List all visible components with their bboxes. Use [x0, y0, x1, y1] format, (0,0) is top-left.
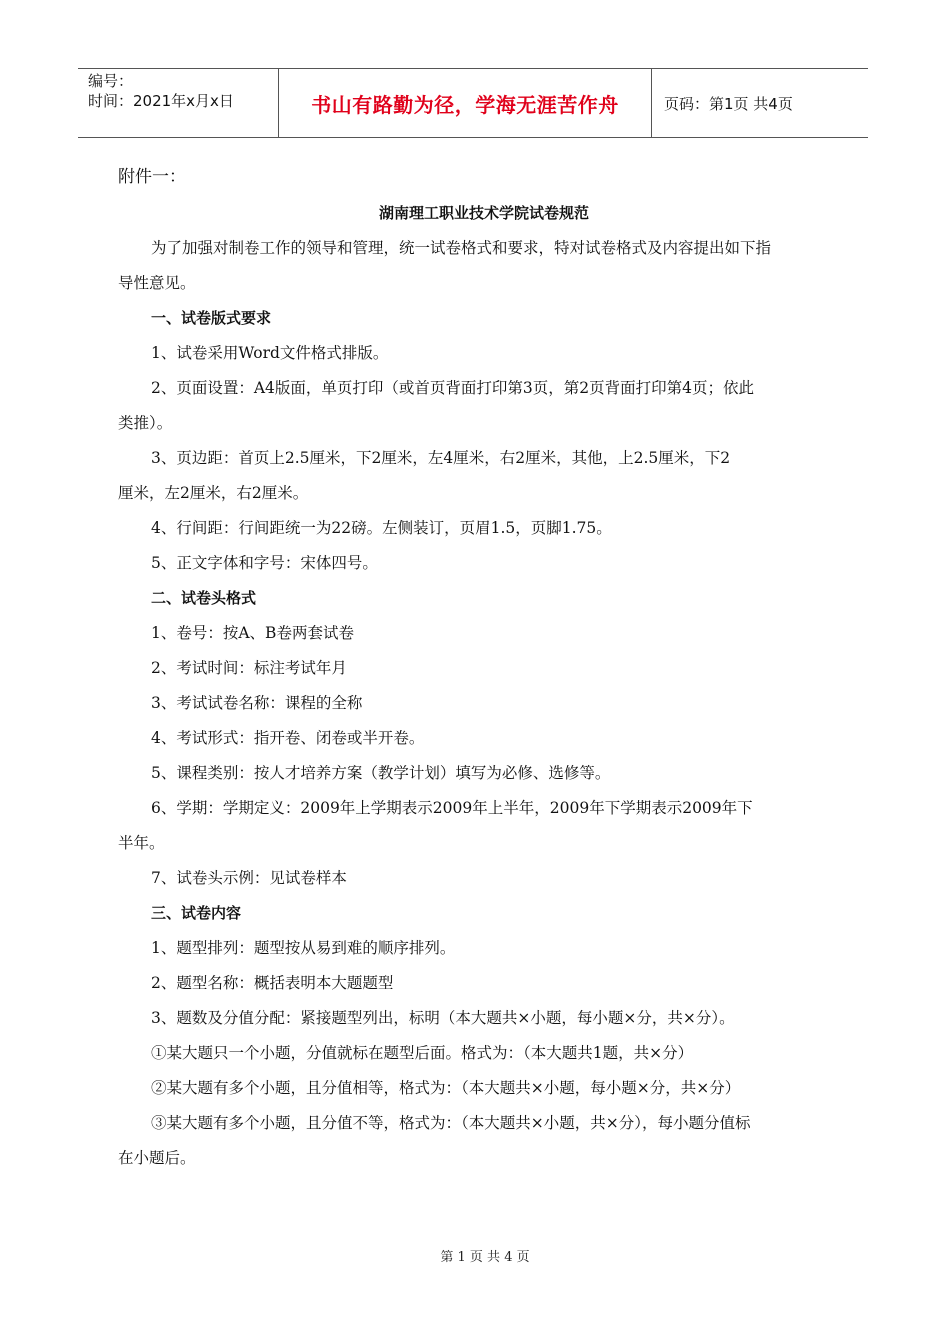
- paragraph-line: 7、试卷头示例：见试卷样本: [151, 869, 347, 887]
- paragraph-line: 导性意见。: [118, 274, 196, 292]
- paragraph-line: 3、页边距：首页上2.5厘米，下2厘米，左4厘米，右2厘米，其他，上2.5厘米，下2: [151, 449, 731, 467]
- paragraph-line: 3、题数及分值分配：紧接题型列出，标明（本大题共×小题，每小题×分，共×分）。: [151, 1009, 735, 1027]
- serial-label: 编号：: [88, 72, 134, 90]
- attachment-label: 附件一：: [118, 167, 186, 187]
- paragraph-line: 1、卷号：按A、B卷两套试卷: [151, 624, 354, 642]
- page-footer: 第 1 页 共 4 页: [440, 1250, 530, 1265]
- paragraph-line: 半年。: [118, 834, 165, 852]
- paragraph-line: 2、考试时间：标注考试年月: [151, 659, 347, 677]
- paragraph-line: 4、考试形式：指开卷、闭卷或半开卷。: [151, 729, 425, 747]
- section-heading: 三、试卷内容: [151, 904, 242, 922]
- paragraph-line: 2、页面设置：A4版面，单页打印（或首页背面打印第3页，第2页背面打印第4页；依此: [151, 379, 755, 397]
- section-heading: 一、试卷版式要求: [151, 309, 272, 327]
- section-heading: 二、试卷头格式: [151, 589, 257, 607]
- page-header: [78, 68, 868, 138]
- paragraph-line: ②某大题有多个小题，且分值相等，格式为：（本大题共×小题，每小题×分，共×分）: [151, 1079, 741, 1097]
- paragraph-line: ③某大题有多个小题，且分值不等，格式为：（本大题共×小题，共×分），每小题分值标: [151, 1114, 751, 1132]
- header-motto: 书山有路勤为径，学海无涯苦作舟: [279, 69, 652, 137]
- header-meta: [78, 69, 279, 137]
- document-body: [118, 158, 830, 1176]
- paragraph-line: 1、试卷采用Word文件格式排版。: [151, 344, 389, 362]
- paragraph-line: 在小题后。: [118, 1149, 196, 1167]
- date-label: 时间：2021年x月x日: [88, 92, 234, 110]
- paragraph-line: 4、行间距：行间距统一为22磅。左侧装订，页眉1.5，页脚1.75。: [151, 519, 612, 537]
- document-title: 湖南理工职业技术学院试卷规范: [378, 204, 589, 222]
- paragraph-line: 5、正文字体和字号：宋体四号。: [151, 554, 378, 572]
- paragraph-line: 为了加强对制卷工作的领导和管理，统一试卷格式和要求，特对试卷格式及内容提出如下指: [151, 239, 772, 257]
- paragraph-line: 3、考试试卷名称：课程的全称: [151, 694, 363, 712]
- paragraph-line: 5、课程类别：按人才培养方案（教学计划）填写为必修、选修等。: [151, 764, 611, 782]
- paragraph-line: 6、学期：学期定义：2009年上学期表示2009年上半年，2009年下学期表示2009年下: [151, 799, 753, 817]
- paragraph-line: 2、题型名称：概括表明本大题题型: [151, 974, 394, 992]
- header-page-code: 页码：第1页 共4页: [664, 94, 793, 113]
- paragraph-line: 1、题型排列：题型按从易到难的顺序排列。: [151, 939, 456, 957]
- paragraph-line: 类推）。: [118, 414, 173, 432]
- paragraph-line: ①某大题只一个小题，分值就标在题型后面。格式为：（本大题共1题，共×分）: [151, 1044, 694, 1062]
- paragraph-line: 厘米，左2厘米，右2厘米。: [118, 484, 309, 502]
